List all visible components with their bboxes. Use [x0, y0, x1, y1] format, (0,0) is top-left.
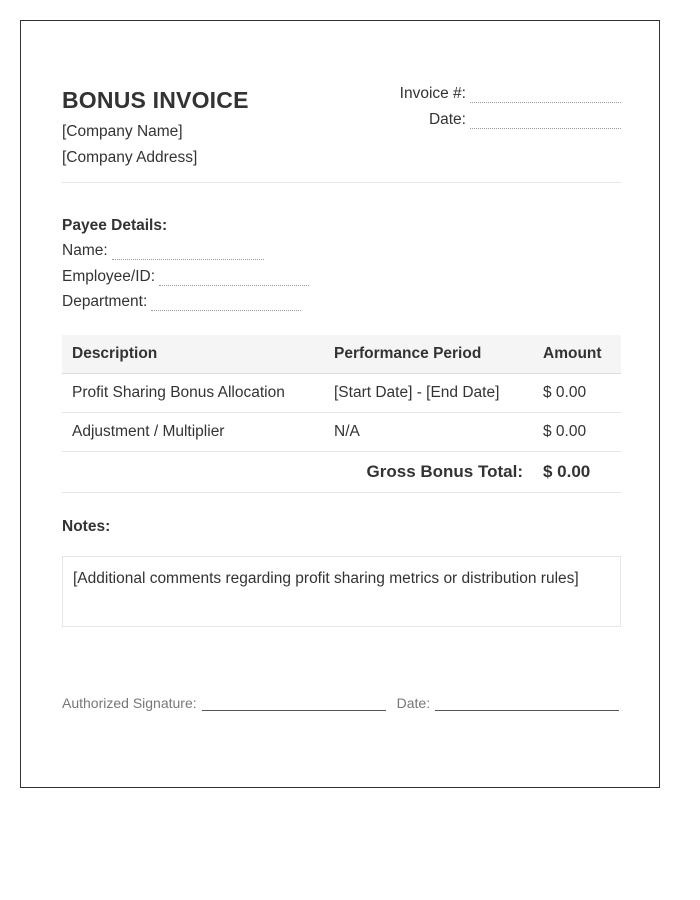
payee-heading: Payee Details:	[62, 217, 168, 234]
header-divider	[62, 182, 621, 183]
signature-row	[62, 695, 622, 711]
notes-box[interactable]	[62, 556, 621, 627]
payee-name-blank[interactable]	[112, 245, 264, 260]
row-description: Adjustment / Multiplier	[62, 413, 324, 452]
gross-total-value: $ 0.00	[533, 452, 621, 493]
invoice-title: BONUS INVOICE	[62, 87, 249, 113]
invoice-number-label: Invoice #:	[399, 85, 466, 102]
table-row	[62, 374, 621, 413]
row-description: Profit Sharing Bonus Allocation	[62, 374, 324, 413]
payee-name-field[interactable]	[62, 242, 264, 260]
invoice-date-field[interactable]	[429, 111, 621, 129]
gross-total-label: Gross Bonus Total:	[62, 452, 533, 493]
invoice-number-field[interactable]	[400, 85, 621, 103]
payee-department-field[interactable]	[62, 293, 301, 311]
table-row	[62, 413, 621, 452]
table-header-row	[62, 335, 621, 374]
invoice-date-label: Date:	[428, 111, 466, 128]
invoice-number-blank[interactable]	[470, 88, 621, 103]
header-description: Description	[62, 335, 324, 374]
header-amount: Amount	[533, 335, 621, 374]
invoice-sheet	[20, 20, 660, 788]
payee-employee-id-label: Employee/ID:	[62, 268, 156, 285]
row-period: [Start Date] - [End Date]	[324, 374, 533, 413]
row-period: N/A	[324, 413, 533, 452]
header-performance-period: Performance Period	[324, 335, 533, 374]
row-amount: $ 0.00	[533, 374, 621, 413]
payee-department-blank[interactable]	[151, 296, 301, 311]
authorized-signature-label: Authorized Signature:	[62, 695, 197, 711]
total-row	[62, 452, 621, 493]
authorized-signature-line[interactable]	[202, 696, 386, 711]
bonus-items-table	[62, 335, 621, 493]
notes-text: [Additional comments regarding profit sharing metrics or distribution rules]	[73, 570, 579, 587]
notes-heading: Notes:	[62, 518, 111, 535]
payee-department-label: Department:	[62, 293, 148, 310]
signature-date-line[interactable]	[435, 696, 619, 711]
invoice-date-blank[interactable]	[470, 114, 621, 129]
signature-date-label: Date:	[396, 695, 431, 711]
company-address: [Company Address]	[62, 149, 198, 166]
payee-employee-id-blank[interactable]	[159, 271, 309, 286]
payee-employee-id-field[interactable]	[62, 268, 309, 286]
payee-name-label: Name:	[62, 242, 108, 259]
company-name: [Company Name]	[62, 123, 183, 140]
row-amount: $ 0.00	[533, 413, 621, 452]
